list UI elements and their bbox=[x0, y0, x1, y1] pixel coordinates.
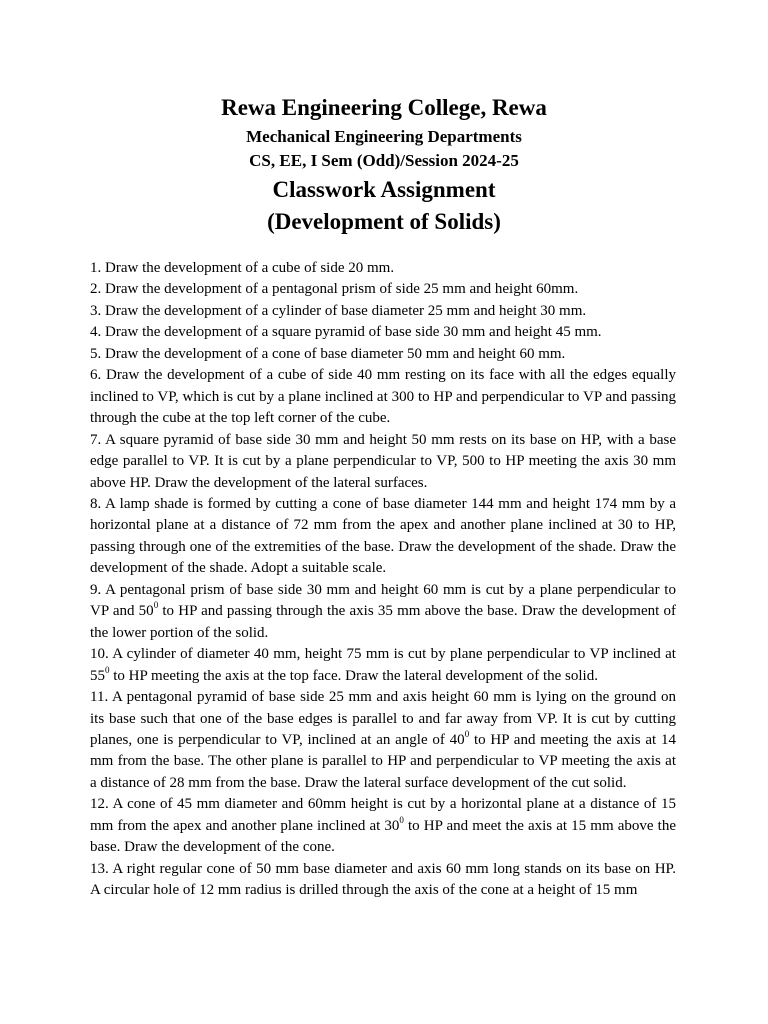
question-number: 4. bbox=[90, 324, 102, 341]
question-text: A pentagonal prism of base side 30 mm and height 60 mm is cut by a plane perpendicular to VP and 50 bbox=[90, 581, 676, 620]
degree-superscript: 0 bbox=[464, 728, 470, 739]
question-13 bbox=[90, 859, 676, 902]
question-text-continued: to HP and meet the axis at 15 mm above the base. Draw the development of the cone. bbox=[90, 817, 676, 856]
question-text: Draw the development of a cone of base diameter 50 mm and height 60 mm. bbox=[105, 345, 566, 362]
question-11 bbox=[90, 687, 676, 794]
question-text: A lamp shade is formed by cutting a cone of base diameter 144 mm and height 174 mm by a horizontal plane at a distance of 72 mm from the apex and another plane inclined at 30 to HP, passing through one of the extremities of the base. Draw the development of the shade. Draw the development of the shade. Adopt a suitable scale. bbox=[90, 495, 676, 577]
question-number: 5. bbox=[90, 345, 102, 362]
question-number: 12. bbox=[90, 796, 109, 813]
question-text: A cylinder of diameter 40 mm, height 75 mm is cut by plane perpendicular to VP inclined at 55 bbox=[90, 646, 676, 684]
question-number: 3. bbox=[90, 302, 102, 319]
question-9 bbox=[90, 580, 676, 644]
question-1 bbox=[90, 258, 676, 279]
question-text-continued: to HP meeting the axis at the top face. Draw the lateral development of the solid. bbox=[109, 667, 598, 684]
question-7 bbox=[90, 430, 676, 494]
degree-superscript: 0 bbox=[399, 814, 404, 825]
degree-superscript: 0 bbox=[153, 600, 159, 611]
question-text: A cone of 45 mm diameter and 60mm height is cut by a horizontal plane at a distance of 15 mm from the apex and another plane inclined at 30 bbox=[90, 796, 676, 834]
question-number: 1. bbox=[90, 260, 102, 276]
question-3 bbox=[90, 301, 676, 322]
college-name: Rewa Engineering College, Rewa bbox=[221, 95, 547, 120]
question-text: A square pyramid of base side 30 mm and height 50 mm rests on its base on HP, with a base edge parallel to VP. It is cut by a plane perpendicular to VP, 500 to HP meeting the axis 30 mm above HP. Draw the development of the lateral surfaces. bbox=[90, 431, 676, 491]
assignment-title: Classwork Assignment bbox=[272, 177, 496, 202]
question-10 bbox=[90, 644, 676, 687]
question-text: Draw the development of a square pyramid of base side 30 mm and height 45 mm. bbox=[105, 324, 602, 341]
question-text-continued: to HP and meeting the axis at 14 mm from the base. The other plane is parallel to HP and perpendicular to VP meeting the axis at a distance of 28 mm from the base. Draw the lateral surface development of the cut solid. bbox=[90, 731, 676, 791]
question-5 bbox=[90, 344, 676, 365]
question-number: 11. bbox=[90, 689, 109, 706]
question-text: Draw the development of a cube of side 20 mm. bbox=[105, 260, 395, 276]
question-text: Draw the development of a cylinder of base diameter 25 mm and height 30 mm. bbox=[105, 302, 587, 319]
question-number: 2. bbox=[90, 281, 102, 298]
question-text: Draw the development of a pentagonal prism of side 25 mm and height 60mm. bbox=[105, 281, 579, 298]
degree-superscript: 0 bbox=[105, 664, 110, 675]
question-text-continued: to HP and passing through the axis 35 mm above the base. Draw the development of the lower portion of the solid. bbox=[90, 603, 676, 641]
question-number: 7. bbox=[90, 431, 102, 448]
question-text: Draw the development of a cube of side 40 mm resting on its face with all the edges equally inclined to VP, which is cut by a plane inclined at 300 to HP and perpendicular to VP and passing through the cube at the top left corner of the cube. bbox=[90, 367, 676, 427]
question-number: 6. bbox=[90, 367, 102, 384]
question-6 bbox=[90, 365, 676, 429]
assignment-subtitle: (Development of Solids) bbox=[267, 209, 501, 234]
question-number: 13. bbox=[90, 860, 109, 877]
question-number: 9. bbox=[90, 581, 102, 598]
question-4 bbox=[90, 322, 676, 343]
question-text: A pentagonal pyramid of base side 25 mm and axis height 60 mm is lying on the ground on its base such that one of the base edges is parallel to and far away from VP. It is cut by cutting planes, one is perpendicular to VP, inclined at an angle of 40 bbox=[90, 689, 676, 748]
question-2 bbox=[90, 279, 676, 300]
question-list bbox=[90, 258, 676, 902]
question-number: 8. bbox=[90, 495, 102, 512]
question-12 bbox=[90, 794, 676, 858]
question-text: A right regular cone of 50 mm base diameter and axis 60 mm long stands on its base on HP. A circular hole of 12 mm radius is drilled through the axis of the cone at a height of 15 mm bbox=[90, 860, 676, 899]
session-info: CS, EE, I Sem (Odd)/Session 2024-25 bbox=[249, 151, 519, 170]
department-name: Mechanical Engineering Departments bbox=[246, 127, 522, 146]
document-header bbox=[0, 92, 768, 238]
question-8 bbox=[90, 494, 676, 580]
question-number: 10. bbox=[90, 646, 109, 663]
